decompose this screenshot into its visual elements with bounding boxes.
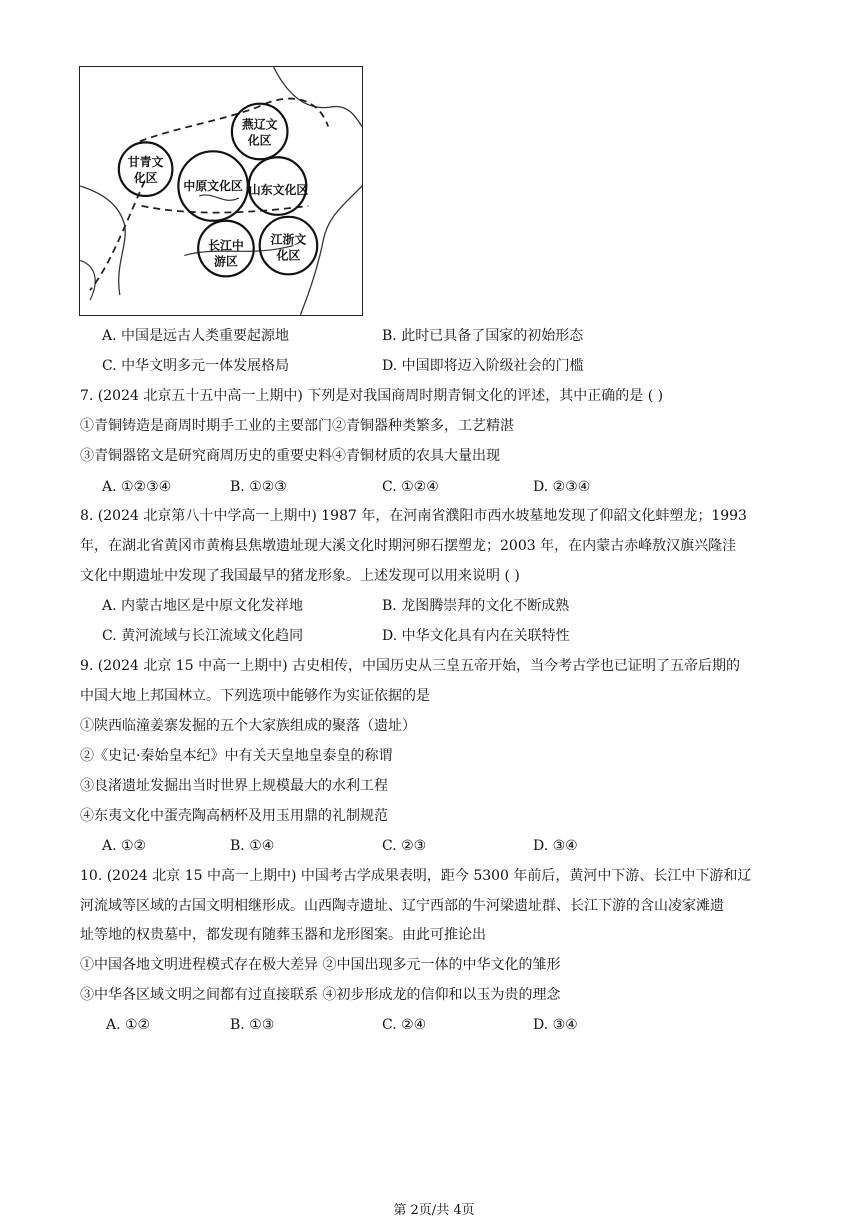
q9-item-4: ④东夷文化中蛋壳陶高柄杯及用玉用鼎的礼制规范: [80, 808, 388, 824]
q7-option-b: B. ①②③: [230, 479, 287, 495]
label-changjiang-2: 游区: [214, 254, 238, 269]
q7-stem: 7. (2024 北京五十五中高一上期中) 下列是对我国商周时期青铜文化的评述，其中正确的是 ( ): [80, 388, 664, 404]
label-jiangzhe-2: 化区: [276, 248, 301, 263]
q8-stem-line-2: 年，在湖北省黄冈市黄梅县焦墩遗址现大溪文化时期河卵石摆塑龙；2003 年，在内蒙古赤峰敖汉旗兴隆洼: [80, 538, 737, 554]
q10-stem-line-1: 10. (2024 北京 15 中高一上期中) 中国考古学成果表明，距今 5300 年前后，黄河中下游、长江中下游和辽: [80, 868, 752, 884]
q9-item-2: ②《史记·秦始皇本纪》中有关天皇地皇泰皇的称谓: [80, 748, 393, 764]
q8-option-b: B. 龙图腾崇拜的文化不断成熟: [382, 598, 570, 614]
label-yanliao-1: 燕辽文: [241, 117, 278, 132]
culture-region-map: [79, 66, 363, 316]
label-ganqing-2: 化区: [133, 171, 158, 186]
q9-option-a: A. ①②: [102, 838, 147, 854]
map-graphic: [80, 67, 362, 315]
label-yanliao-2: 化区: [247, 133, 272, 148]
label-changjiang-1: 长江中: [208, 238, 244, 253]
q6-option-c: C. 中华文明多元一体发展格局: [102, 358, 290, 374]
coastline-east: [300, 186, 362, 315]
q9-option-c: C. ②③: [382, 838, 427, 854]
q10-items-1-2: ①中国各地文明进程模式存在极大差异 ②中国出现多元一体的中华文化的雏形: [80, 957, 561, 973]
q6-option-b: B. 此时已具备了国家的初始形态: [382, 328, 584, 344]
q8-stem-line-3: 文化中期遗址中发现了我国最早的猪龙形象。上述发现可以用来说明 ( ): [80, 568, 520, 584]
label-zhongyuan: 中原文化区: [183, 179, 243, 194]
q10-stem-line-3: 址等地的权贵墓中，都发现有随葬玉器和龙形图案。由此可推论出: [80, 927, 486, 943]
q7-option-a: A. ①②③④: [102, 479, 172, 495]
q7-option-d: D. ②③④: [533, 479, 591, 495]
q9-item-1: ①陕西临潼姜寨发掘的五个大家族组成的聚落（遗址）: [80, 718, 416, 734]
q9-stem-line-2: 中国大地上邦国林立。下列选项中能够作为实证依据的是: [80, 688, 430, 704]
q10-stem-line-2: 河流域等区域的古国文明相继形成。山西陶寺遗址、辽宁西部的牛河梁遗址群、长江下游的含山凌家滩遗: [80, 898, 724, 914]
q7-items-1-2: ①青铜铸造是商周时期手工业的主要部门②青铜器种类繁多，工艺精湛: [80, 418, 514, 434]
q8-option-a: A. 内蒙古地区是中原文化发祥地: [102, 598, 304, 614]
q6-option-a: A. 中国是远古人类重要起源地: [102, 328, 290, 344]
q9-option-b: B. ①④: [230, 838, 275, 854]
q10-option-c: C. ②④: [382, 1017, 427, 1033]
label-ganqing-1: 甘青文: [127, 155, 164, 170]
q8-option-c: C. 黄河流域与长江流域文化趋同: [102, 628, 304, 644]
q10-option-d: D. ③④: [533, 1017, 578, 1033]
dashed-range-middle: [142, 206, 309, 213]
q6-option-d: D. 中国即将迈入阶级社会的门槛: [382, 358, 584, 374]
label-shandong: 山东文化区: [248, 182, 309, 197]
dashed-range-southwest: [90, 181, 145, 290]
q9-option-d: D. ③④: [533, 838, 578, 854]
q10-items-3-4: ③中华各区域文明之间都有过直接联系 ④初步形成龙的信仰和以玉为贵的理念: [80, 987, 561, 1003]
q9-stem-line-1: 9. (2024 北京 15 中高一上期中) 古史相传，中国历史从三皇五帝开始，当今考古学也已证明了五帝后期的: [80, 658, 740, 674]
q9-item-3: ③良渚遗址发掘出当时世界上规模最大的水利工程: [80, 778, 388, 794]
q7-option-c: C. ①②④: [382, 479, 439, 495]
q10-option-a: A. ①②: [106, 1017, 151, 1033]
page-number: 第 2页/共 4页: [393, 1203, 475, 1218]
river-west: [80, 260, 95, 300]
coastline-north: [274, 67, 362, 127]
q8-option-d: D. 中华文化具有内在关联特性: [382, 628, 570, 644]
label-jiangzhe-1: 江浙文: [270, 232, 307, 247]
q7-items-3-4: ③青铜器铭文是研究商周历史的重要史料④青铜材质的农具大量出现: [80, 448, 500, 464]
q8-stem-line-1: 8. (2024 北京第八十中学高一上期中) 1987 年，在河南省濮阳市西水坡墓地发现了仰韶文化蚌塑龙；1993: [80, 508, 747, 524]
q10-option-b: B. ①③: [230, 1017, 275, 1033]
yellow-river: [199, 195, 239, 200]
